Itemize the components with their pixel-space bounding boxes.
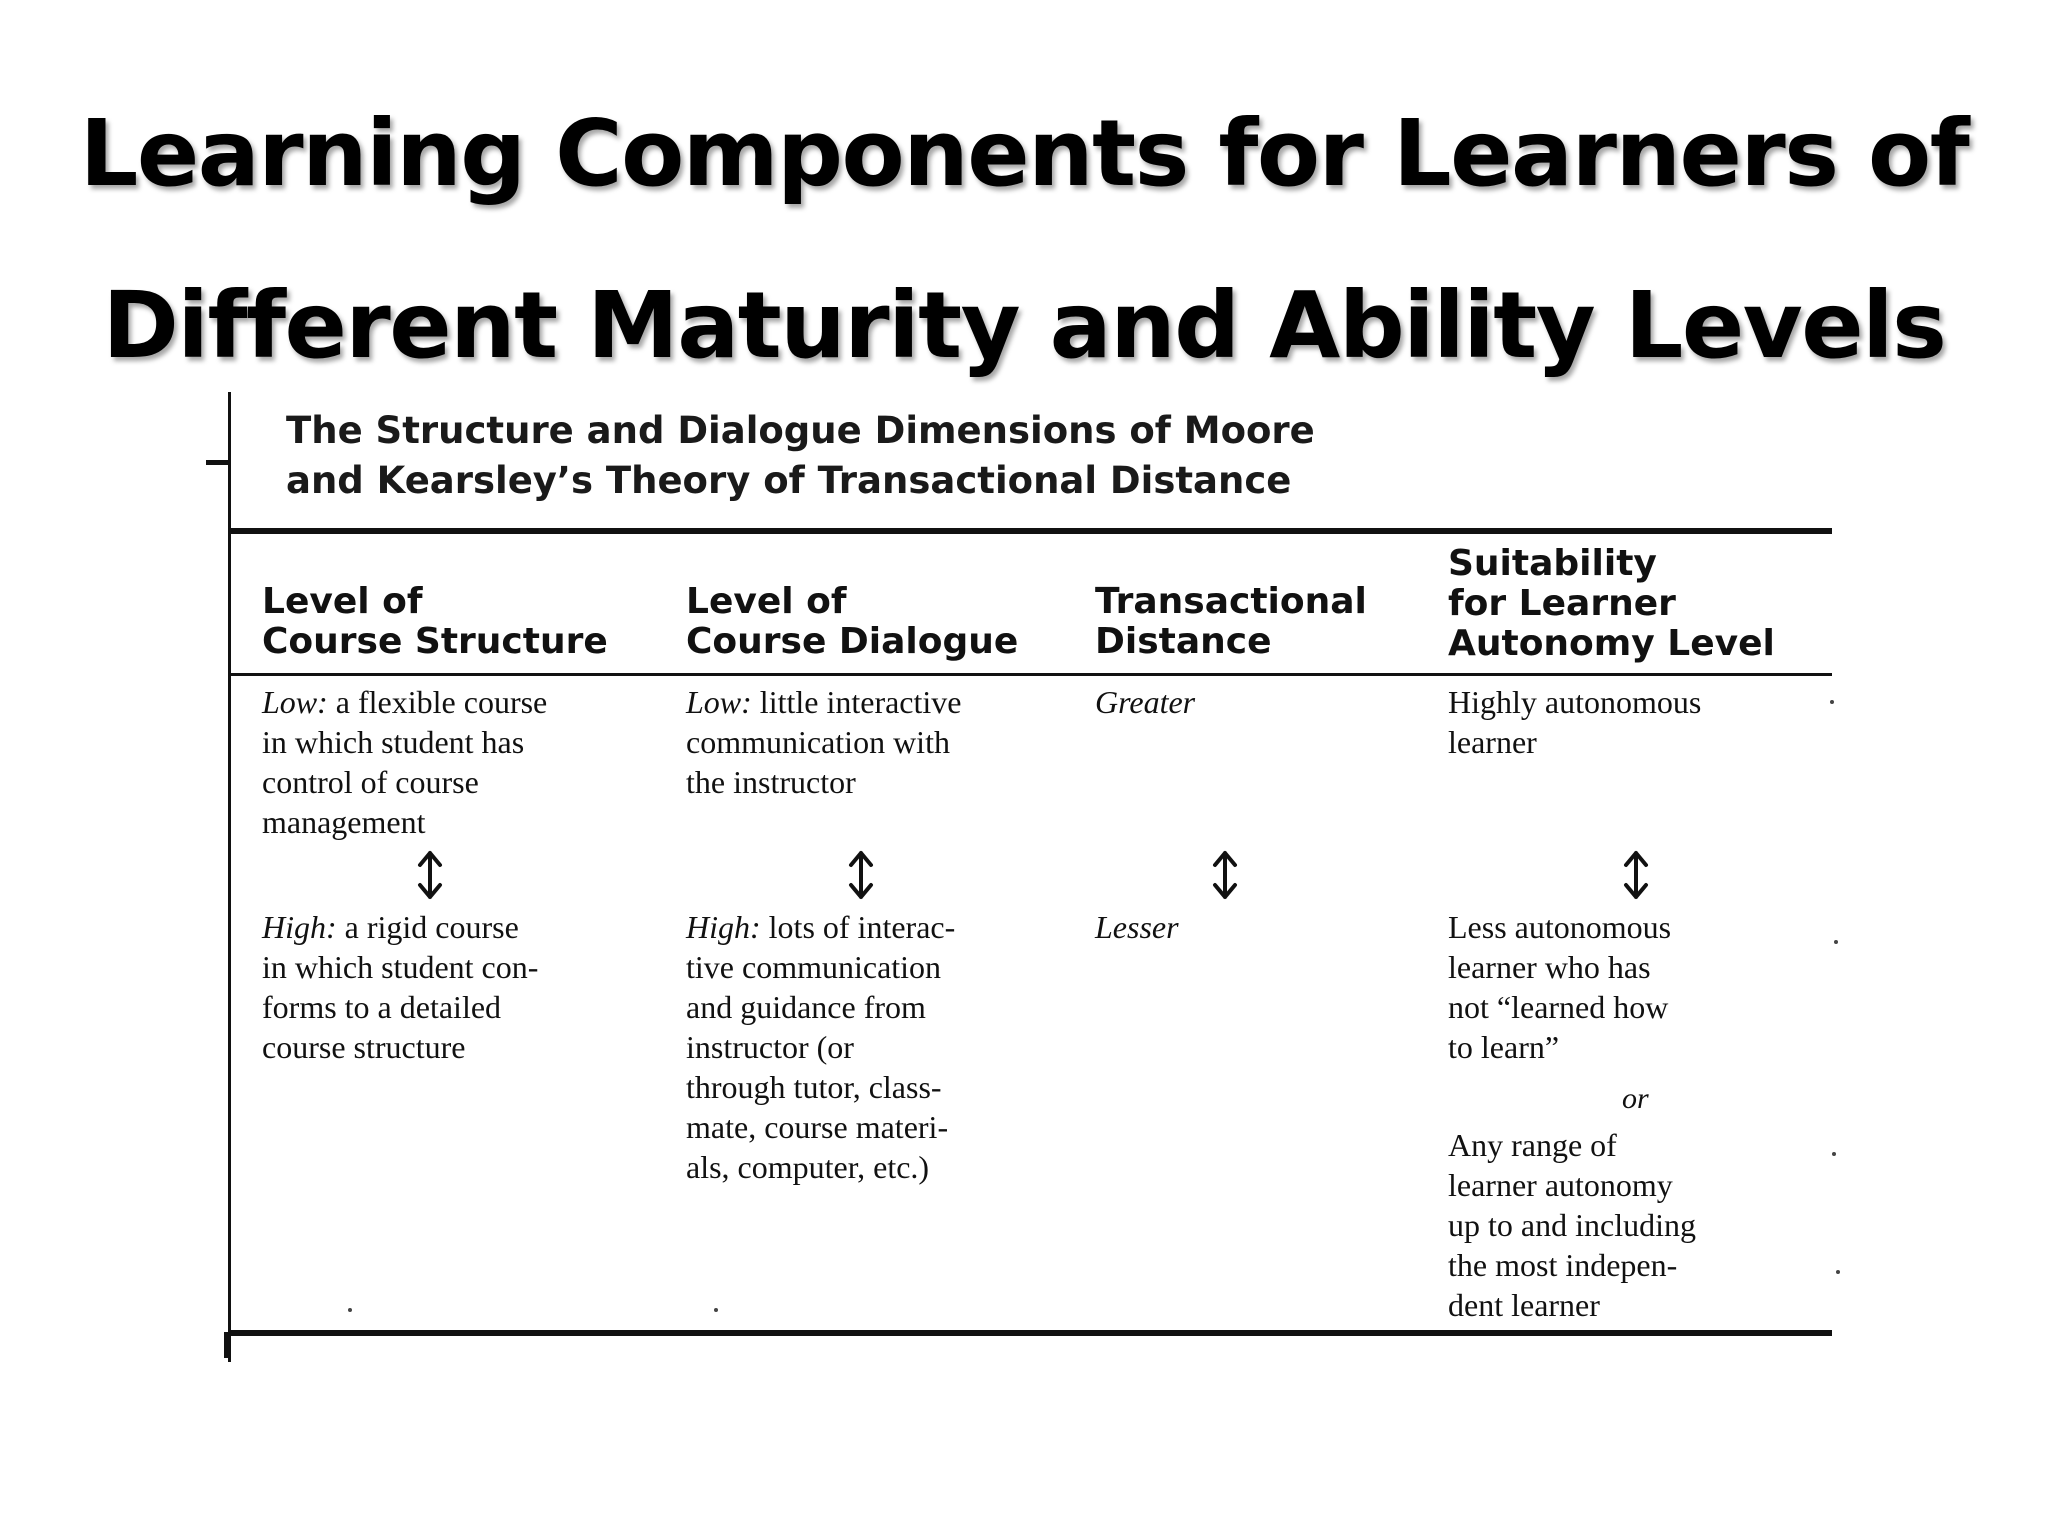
cell-text: up to and including [1448,1207,1696,1243]
cell-text: als, computer, etc.) [686,1149,930,1185]
cell-dialogue-low [686,682,961,802]
cell-label: High: [262,909,337,945]
cell-text: mate, course materi- [686,1109,949,1145]
table-bottom-rule [228,1330,1832,1336]
cell-distance-low [1095,682,1195,722]
cell-text: Any range of [1448,1127,1617,1163]
or-separator: or [1622,1082,1649,1115]
column-header-text: Transactional [1095,581,1367,622]
cell-text: the instructor [686,764,856,800]
column-header-distance [1095,582,1367,662]
cell-distance-high [1095,907,1179,947]
cell-text: dent learner [1448,1287,1600,1323]
slide-title-line-2: Different Maturity and Ability Levels [102,272,1946,379]
cell-text: learner [1448,724,1537,760]
cell-text: in which student con- [262,949,539,985]
cell-text: a rigid course [336,909,519,945]
figure-left-border [228,392,231,1362]
figure-caption-line-2: and Kearsley’s Theory of Transactional Distance [286,459,1292,502]
figure-left-tick [206,460,228,465]
figure-caption-line-1: The Structure and Dialogue Dimensions of Moore [286,409,1315,452]
cell-text: the most indepen- [1448,1247,1678,1283]
cell-text: communication with [686,724,950,760]
cell-label: Low: [262,684,328,720]
table-header-rule [228,673,1832,676]
column-header-autonomy [1448,544,1775,664]
column-header-text: Course Dialogue [686,621,1019,662]
cell-text: lots of interac- [760,909,956,945]
figure-caption [286,406,1486,506]
table-top-rule [228,528,1832,534]
cell-text: Lesser [1095,909,1179,945]
column-header-dialogue [686,582,1018,662]
cell-text: tive communication [686,949,942,985]
scan-speck [714,1308,718,1312]
cell-text: control of course [262,764,479,800]
cell-label: Low: [686,684,752,720]
scan-speck [1832,1152,1836,1156]
column-header-text: for Learner [1448,583,1676,624]
cell-text: learner autonomy [1448,1167,1673,1203]
cell-text: not “learned how [1448,989,1669,1025]
cell-label: High: [686,909,761,945]
double-arrow-icon [1205,850,1245,900]
cell-autonomy-low [1448,682,1701,762]
slide-title-line-1: Learning Components for Learners of [79,100,1969,207]
cell-dialogue-high [686,907,955,1187]
column-header-text: Course Structure [262,621,608,662]
cell-autonomy-high-alt [1448,1125,1696,1325]
cell-text: course structure [262,1029,466,1065]
cell-text: Greater [1095,684,1196,720]
cell-text: forms to a detailed [262,989,502,1025]
column-header-text: Level of [686,581,847,622]
scan-speck [1836,1270,1840,1274]
cell-text: management [262,804,426,840]
cell-text: instructor (or [686,1029,854,1065]
double-arrow-icon [410,850,450,900]
cell-text: and guidance from [686,989,926,1025]
column-header-text: Level of [262,581,423,622]
scan-speck [1830,700,1834,704]
cell-text: learner who has [1448,949,1651,985]
cell-text: to learn” [1448,1029,1560,1065]
cell-autonomy-high [1448,907,1671,1067]
column-header-text: Suitability [1448,543,1657,584]
cell-text: little interactive [751,684,962,720]
column-header-text: Autonomy Level [1448,623,1775,664]
double-arrow-icon [841,850,881,900]
cell-text: Highly autonomous [1448,684,1702,720]
column-header-structure [262,582,608,662]
column-header-text: Distance [1095,621,1272,662]
cell-text: through tutor, class- [686,1069,942,1105]
cell-structure-high [262,907,538,1067]
cell-text: Less autonomous [1448,909,1672,945]
scan-speck [1834,940,1838,944]
cell-structure-low [262,682,547,842]
cell-text: a flexible course [327,684,548,720]
cell-text: in which student has [262,724,525,760]
scan-speck [348,1308,352,1312]
double-arrow-icon [1616,850,1656,900]
